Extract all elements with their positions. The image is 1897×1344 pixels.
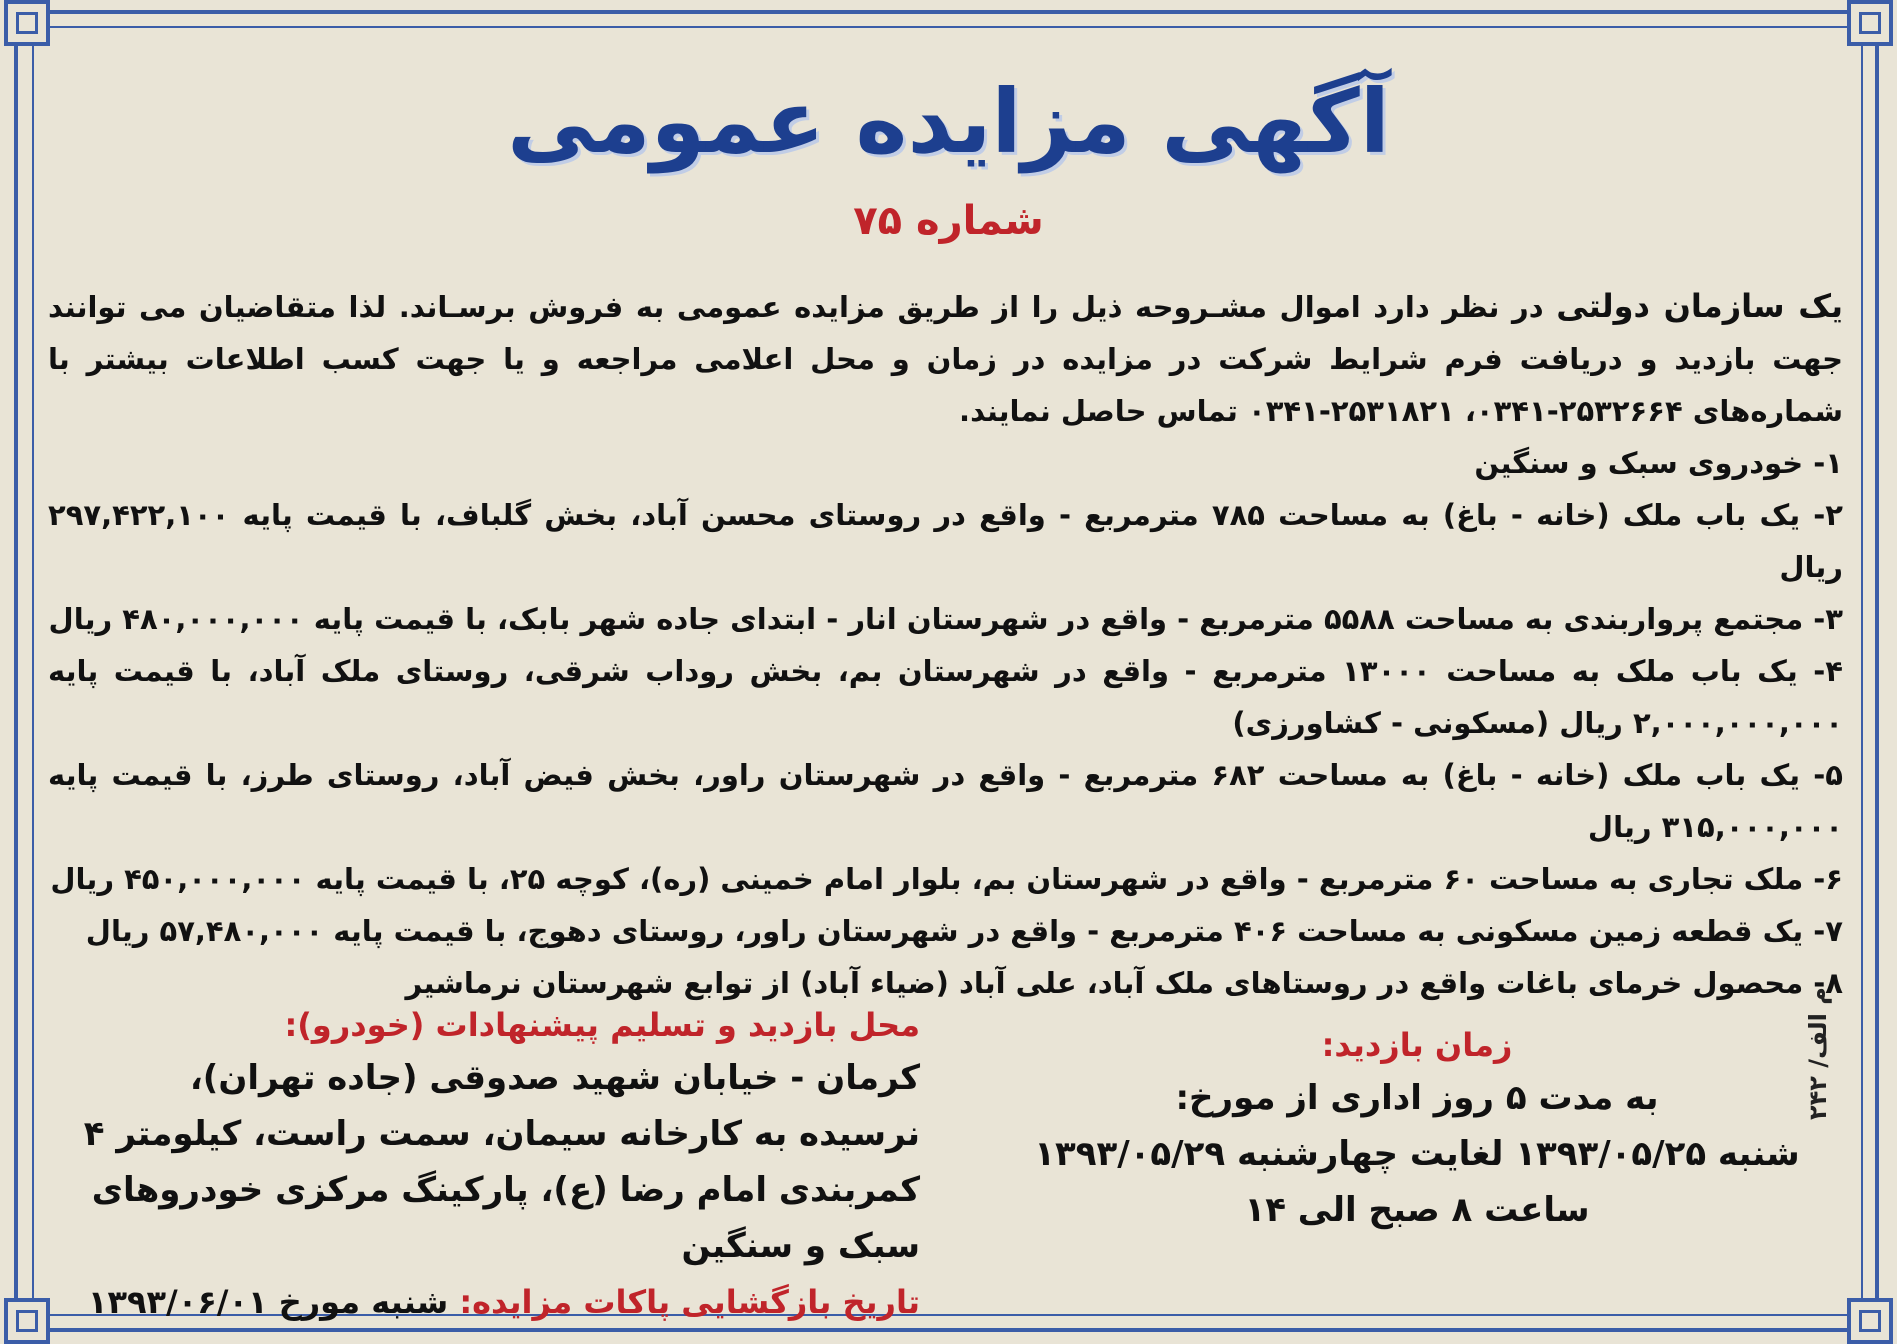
corner-ornament-bottom-left (4, 1298, 50, 1344)
opening-label: تاریخ بازگشایی پاکات مزایده: (459, 1283, 920, 1321)
visit-section (1027, 1020, 1807, 1238)
corner-ornament-bottom-right (1847, 1298, 1893, 1344)
corner-ornament-top-right (1847, 0, 1893, 46)
notice-number: شماره ۷۵ (853, 198, 1044, 244)
list-item: ۷- یک قطعه زمین مسکونی به مساحت ۴۰۶ مترمربع - واقع در شهرستان راور، روستای دهوج، با قیمت پایه ۵۷,۴۸۰,۰۰۰ ریال (85, 914, 1843, 948)
notice-body (48, 280, 1843, 1009)
intro-paragraph (48, 280, 1843, 437)
item-list (48, 437, 1843, 1009)
visit-heading: زمان بازدید: (1321, 1026, 1513, 1064)
intro-text: در نظر دارد اموال مشـروحه ذیل را از طریق مزایده عمومی به فروش برسـاند. لذا متقاضیان می توانند جهت بازدید و دریافت فرم شرایط شرکت در مزایده در زمان و محل اعلامی مراجعه و یا جهت کسب اطلاعات بیشتر با شماره‌های ۲۵۳۲۶۶۴-۰۳۴۱، ۲۵۳۱۸۲۱-۰۳۴۱ تماس حاصل نمایند. (48, 290, 1843, 428)
visit-line-1: به مدت ۵ روز اداری از مورخ: (1175, 1078, 1659, 1118)
list-item: ۱- خودروی سبک و سنگین (1474, 446, 1843, 480)
location-section (80, 1000, 920, 1330)
list-item: ۸- محصول خرمای باغات واقع در روستاهای ملک آباد، علی آباد (ضیاء آباد) از توابع شهرستان نرماشیر (405, 966, 1843, 1000)
intro-lead: یک سازمان دولتی (1556, 287, 1844, 325)
opening-value: شنبه مورخ ۱۳۹۳/۰۶/۰۱ (87, 1283, 460, 1321)
visit-line-3: ساعت ۸ صبح الی ۱۴ (1244, 1190, 1590, 1230)
corner-ornament-top-left (4, 0, 50, 46)
list-item: ۶- ملک تجاری به مساحت ۶۰ مترمربع - واقع در شهرستان بم، بلوار امام خمینی (ره)، کوچه ۲۵، با قیمت پایه ۴۵۰,۰۰۰,۰۰۰ ریال (50, 862, 1843, 896)
list-item: ۴- یک باب ملک به مساحت ۱۳۰۰۰ مترمربع - واقع در شهرستان بم، بخش روداب شرقی، روستای ملک آباد، با قیمت پایه ۲,۰۰۰,۰۰۰,۰۰۰ ریال (مسکونی - کشاورزی) (48, 654, 1843, 740)
location-body: کرمان - خیابان شهید صدوقی (جاده تهران)، نرسیده به کارخانه سیمان، سمت راست، کیلومتر ۴ کمربندی امام رضا (ع)، پارکینگ مرکزی خودروهای سبک و سنگین (83, 1058, 920, 1266)
reference-code: م الف/ ۲۴۲ (1804, 987, 1832, 1120)
location-heading: محل بازدید و تسلیم پیشنهادات (خودرو): (284, 1006, 920, 1044)
notice-title: آگهی مزایده عمومی (507, 70, 1390, 173)
list-item: ۵- یک باب ملک (خانه - باغ) به مساحت ۶۸۲ مترمربع - واقع در شهرستان راور، بخش فیض آباد، روستای طرز، با قیمت پایه ۳۱۵,۰۰۰,۰۰۰ ریال (48, 758, 1843, 844)
list-item: ۲- یک باب ملک (خانه - باغ) به مساحت ۷۸۵ مترمربع - واقع در روستای محسن آباد، بخش گلباف، با قیمت پایه ۲۹۷,۴۲۲,۱۰۰ ریال (48, 498, 1843, 584)
list-item: ۳- مجتمع پرواربندی به مساحت ۵۵۸۸ مترمربع - واقع در شهرستان انار - ابتدای جاده شهر بابک، با قیمت پایه ۴۸۰,۰۰۰,۰۰۰ ریال (48, 602, 1843, 636)
visit-line-2: شنبه ۱۳۹۳/۰۵/۲۵ لغایت چهارشنبه ۱۳۹۳/۰۵/۲۹ (1034, 1134, 1800, 1174)
opening-date (80, 1274, 920, 1330)
